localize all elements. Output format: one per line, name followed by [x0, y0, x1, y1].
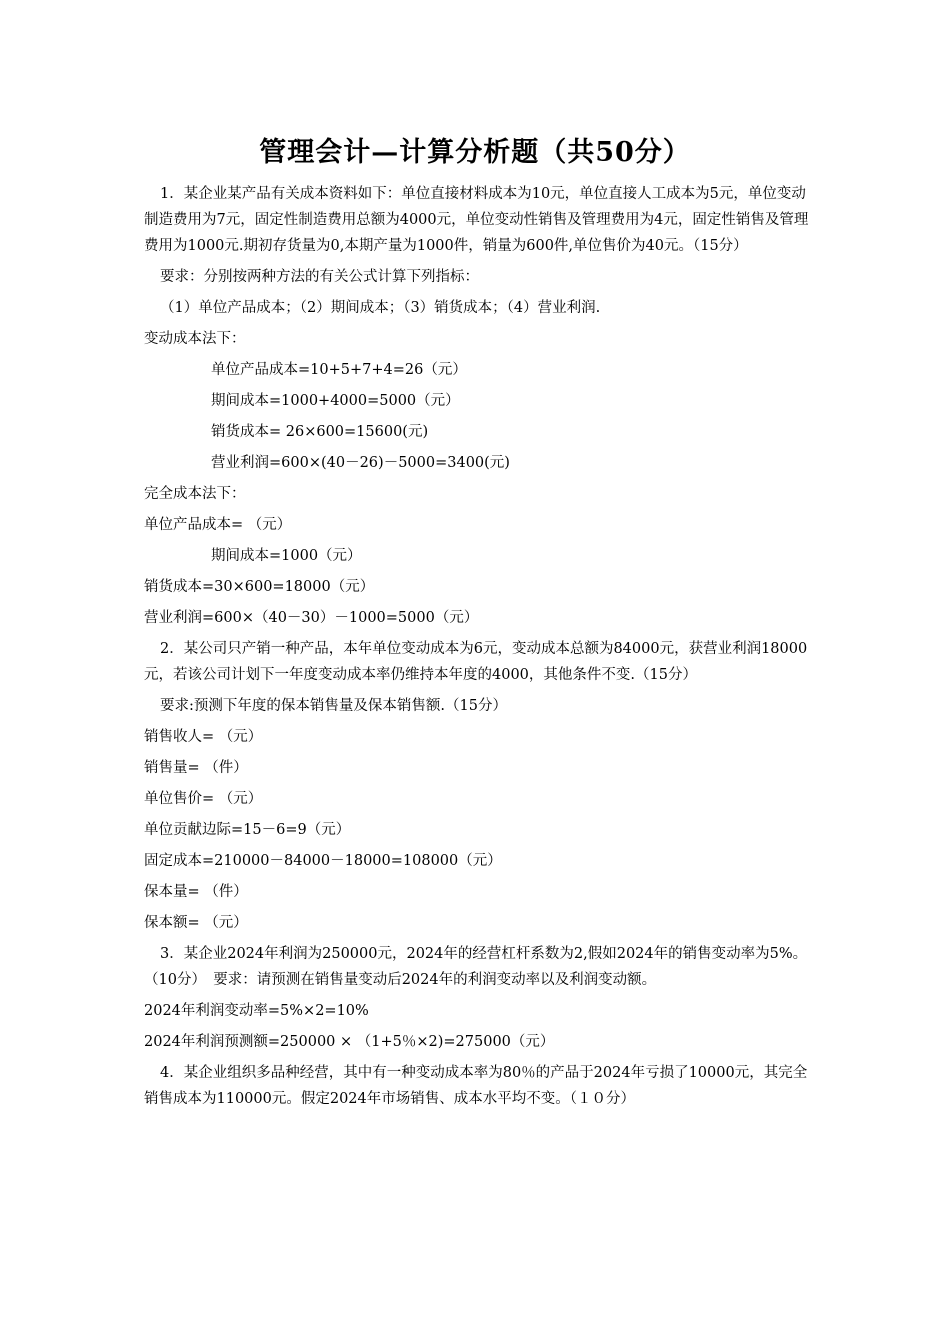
calc-line: 固定成本=210000－84000－18000=108000（元）: [144, 853, 502, 869]
calc-line: 销货成本=30×600=18000（元）: [144, 579, 375, 595]
question-1-items: （1）单位产品成本；（2）期间成本；（3）销货成本；（4）营业利润.: [160, 300, 601, 316]
calc-line: 销售收人= （元）: [144, 729, 263, 745]
calc-line: 单位产品成本= （元）: [144, 517, 292, 533]
calc-line: 单位产品成本=10+5+7+4=26（元）: [211, 362, 467, 378]
question-1-requirement: 要求：分别按两种方法的有关公式计算下列指标：: [160, 269, 479, 285]
calc-line: 期间成本=1000（元）: [211, 548, 362, 564]
calc-line: 单位贡献边际=15－6=9（元）: [144, 822, 351, 838]
section-heading: 完全成本法下：: [144, 486, 246, 502]
question-2-requirement: 要求:预测下年度的保本销售量及保本销售额.（15分）: [160, 698, 507, 714]
calc-line: 保本额= （元）: [144, 915, 248, 931]
question-1-text: 1．某企业某产品有关成本资料如下：单位直接材料成本为10元，单位直接人工成本为5元，单位变动制造费用为7元，固定性制造费用总额为4000元，单位变动性销售及管理费用为4元，固定性销售及管理费用为1000元.期初存货量为0,本期产量为1000件，销量为600件,单位售价为40元。（15分）: [144, 186, 809, 254]
calc-line: 2024年利润预测额=250000 × （1+5％×2)=275000（元）: [144, 1034, 555, 1050]
calc-line: 销货成本= 26×600=15600(元): [211, 424, 429, 440]
calc-line: 期间成本=1000+4000=5000（元）: [211, 393, 460, 409]
calc-line: 营业利润=600×(40－26)－5000=3400(元): [211, 455, 510, 471]
section-heading: 变动成本法下：: [144, 331, 246, 347]
calc-line: 单位售价= （元）: [144, 791, 263, 807]
question-3-text: 3．某企业2024年利润为250000元，2024年的经营杠杆系数为2,假如2024年的销售变动率为5%。（10分） 要求：请预测在销售量变动后2024年的利润变动率以及利润变动额。: [144, 946, 808, 988]
document-body: [144, 181, 809, 1117]
calc-line: 销售量= （件）: [144, 760, 248, 776]
document-title: 管理会计—计算分析题（共50分）: [259, 137, 691, 168]
question-4-text: 4．某企业组织多品种经营，其中有一种变动成本率为80％的产品于2024年亏损了10000元，其完全销售成本为110000元。假定2024年市场销售、成本水平均不变。（１０分）: [144, 1065, 808, 1107]
calc-line: 营业利润=600×（40－30）－1000=5000（元）: [144, 610, 479, 626]
calc-line: 2024年利润变动率=5%×2=10%: [144, 1003, 369, 1019]
calc-line: 保本量= （件）: [144, 884, 248, 900]
question-2-text: 2．某公司只产销一种产品，本年单位变动成本为6元，变动成本总额为84000元，获营业利润18000元，若该公司计划下一年度变动成本率仍维持本年度的4000，其他条件不变.（15分）: [144, 641, 808, 683]
